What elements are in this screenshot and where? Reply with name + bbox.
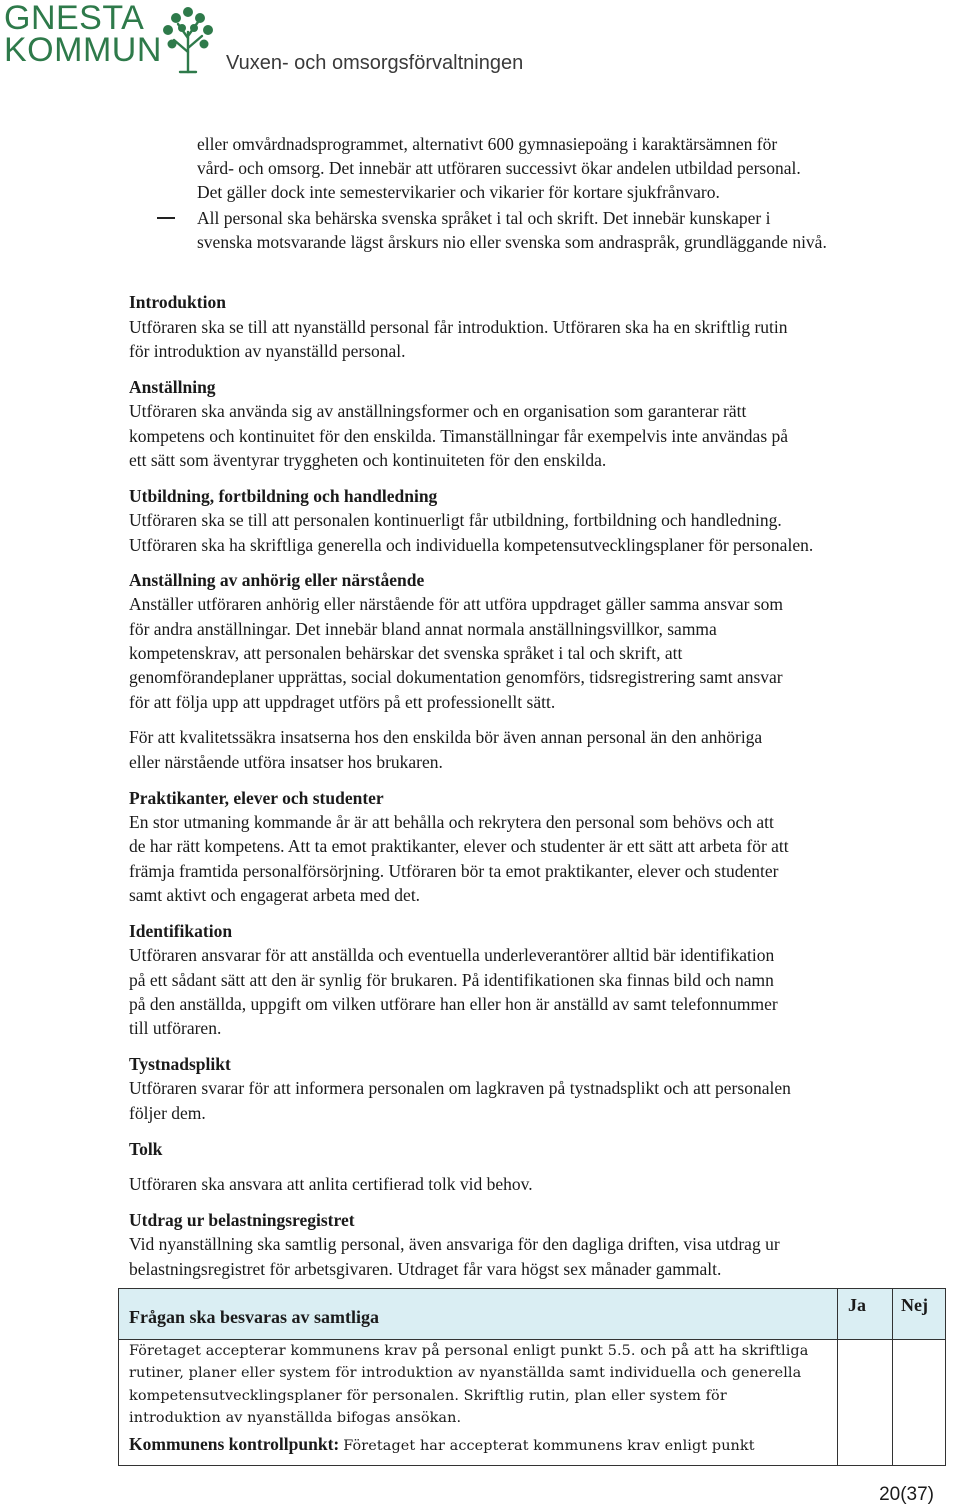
paragraph-line: belastningsregistret för arbetsgivaren. Utdraget får vara högst sex månader gammalt. [129,1259,722,1279]
question-text-line: kompetensutvecklingsplaner för personalen. Skriftlig rutin, plan eller system för [129,1388,727,1404]
paragraph-line: Anställer utföraren anhörig eller närstående för att utföra uppdraget gäller samma ansvar som [129,594,784,614]
table-header-label: Frågan ska besvaras av samtliga [129,1307,380,1327]
bullet-line: svenska motsvarande lägst årskurs nio eller svenska som andraspråk, grundläggande nivå. [197,232,827,252]
section-heading-tystnadsplikt: Tystnadsplikt [129,1054,231,1074]
section-heading-identifikation: Identifikation [129,921,233,941]
section-heading-utbildning: Utbildning, fortbildning och handledning [129,486,438,506]
control-point-text: Företaget har accepterat kommunens krav enligt punkt [343,1438,755,1454]
paragraph-line: Utföraren ska se till att nyanställd personal får introduktion. Utföraren ska ha en skriftlig rutin [129,317,788,337]
paragraph-line: Utföraren svarar för att informera personalen om lagkraven på tystnadsplikt och att personalen [129,1078,791,1098]
paragraph-line: samt aktivt och engagerat arbeta med det. [129,885,421,905]
paragraph-line: Vid nyanställning ska samtlig personal, även ansvariga för den dagliga driften, visa utdrag ur [129,1234,780,1254]
municipality-logo [4,0,162,69]
paragraph-line: på ett sådant sätt att den är synlig för brukaren. På identifikationen ska finnas bild och namn [129,970,774,990]
paragraph-line: för att följa upp att uppdraget utförs på ett professionellt sätt. [129,692,556,712]
paragraph-line: kompetenskrav, att personalen behärskar det svenska språket i tal och skrift, att [129,643,683,663]
question-text-line: introduktion av nyanställda bifogas ansökan. [129,1410,462,1426]
logo-line-2: KOMMUN [4,31,162,69]
paragraph-line: för andra anställningar. Det innebär bland annat normala anställningsvillkor, samma [129,619,717,639]
paragraph-line: Utföraren ska ha skriftliga generella och individuella kompetensutvecklingsplaner för personalen. [129,535,814,555]
bullet-dash [157,217,175,219]
paragraph-line: kompetens och kontinuitet för den enskilda. Timanställningar får exempelvis inte användas på [129,426,789,446]
question-text-line: Företaget accepterar kommunens krav på personal enligt punkt 5.5. och på att ha skriftliga [129,1343,809,1359]
yes-answer-cell[interactable] [837,1339,893,1466]
page-number: 20(37) [879,1484,934,1505]
section-heading-belastningsregistret: Utdrag ur belastningsregistret [129,1210,355,1230]
section-heading-anstallning: Anställning [129,377,216,397]
section-heading-tolk: Tolk [129,1139,163,1159]
yes-label: Ja [848,1295,866,1315]
paragraph-line: Utföraren ska använda sig av anställningsformer och en organisation som garanterar rätt [129,401,747,421]
section-heading-introduktion: Introduktion [129,292,226,312]
tree-logo-icon [160,2,216,74]
section-heading-praktikanter: Praktikanter, elever och studenter [129,788,384,808]
question-table [118,1288,946,1466]
intro-line: Det gäller dock inte semestervikarier och vikarier för kortare sjukfrånvaro. [197,182,720,202]
paragraph-line: Utföraren ska se till att personalen kontinuerligt får utbildning, fortbildning och handledning. [129,510,782,530]
no-label: Nej [901,1295,928,1315]
no-answer-cell[interactable] [892,1339,946,1466]
page-header [0,0,960,95]
paragraph-line: För att kvalitetssäkra insatserna hos den enskilda bör även annan personal än den anhöriga [129,727,763,747]
department-name: Vuxen- och omsorgsförvaltningen [226,52,524,74]
paragraph-line: eller närstående utföra insatser hos brukaren. [129,752,443,772]
section-heading-anhorig: Anställning av anhörig eller närstående [129,570,425,590]
paragraph-line: Utföraren ska ansvara att anlita certifierad tolk vid behov. [129,1174,533,1194]
intro-line: vård- och omsorg. Det innebär att utföraren successivt ökar andelen utbildad personal. [197,158,801,178]
paragraph-line: följer dem. [129,1103,206,1123]
paragraph-line: till utföraren. [129,1018,222,1038]
control-point-label: Kommunens kontrollpunkt: [129,1434,340,1454]
bullet-line: All personal ska behärska svenska språket i tal och skrift. Det innebär kunskaper i [197,208,771,228]
paragraph-line: En stor utmaning kommande år är att behålla och rekrytera den personal som behövs och att [129,812,774,832]
logo-line-1: GNESTA [4,0,145,37]
paragraph-line: de har rätt kompetens. Att ta emot praktikanter, elever och studenter är ett sätt att arbeta för att [129,836,789,856]
paragraph-line: ett sätt som äventyrar tryggheten och kontinuiteten för den enskilda. [129,450,607,470]
paragraph-line: på den anställda, uppgift om vilken utförare han eller hon är anställd av samt telefonnummer [129,994,778,1014]
paragraph-line: genomförandeplaner upprättas, social dokumentation genomförs, tidsregistrering samt ansvar [129,667,783,687]
question-text-line: rutiner, planer eller system för introduktion av nyanställda samt individuella och generella [129,1365,802,1381]
intro-line: eller omvårdnadsprogrammet, alternativt 600 gymnasiepoäng i karaktärsämnen för [197,134,778,154]
paragraph-line: för introduktion av nyanställd personal. [129,341,406,361]
paragraph-line: Utföraren ansvarar för att anställda och eventuella underleverantörer alltid bär identifikation [129,945,775,965]
control-point [129,1433,755,1457]
paragraph-line: främja framtida personalförsörjning. Utföraren bör ta emot praktikanter, elever och studenter [129,861,779,881]
